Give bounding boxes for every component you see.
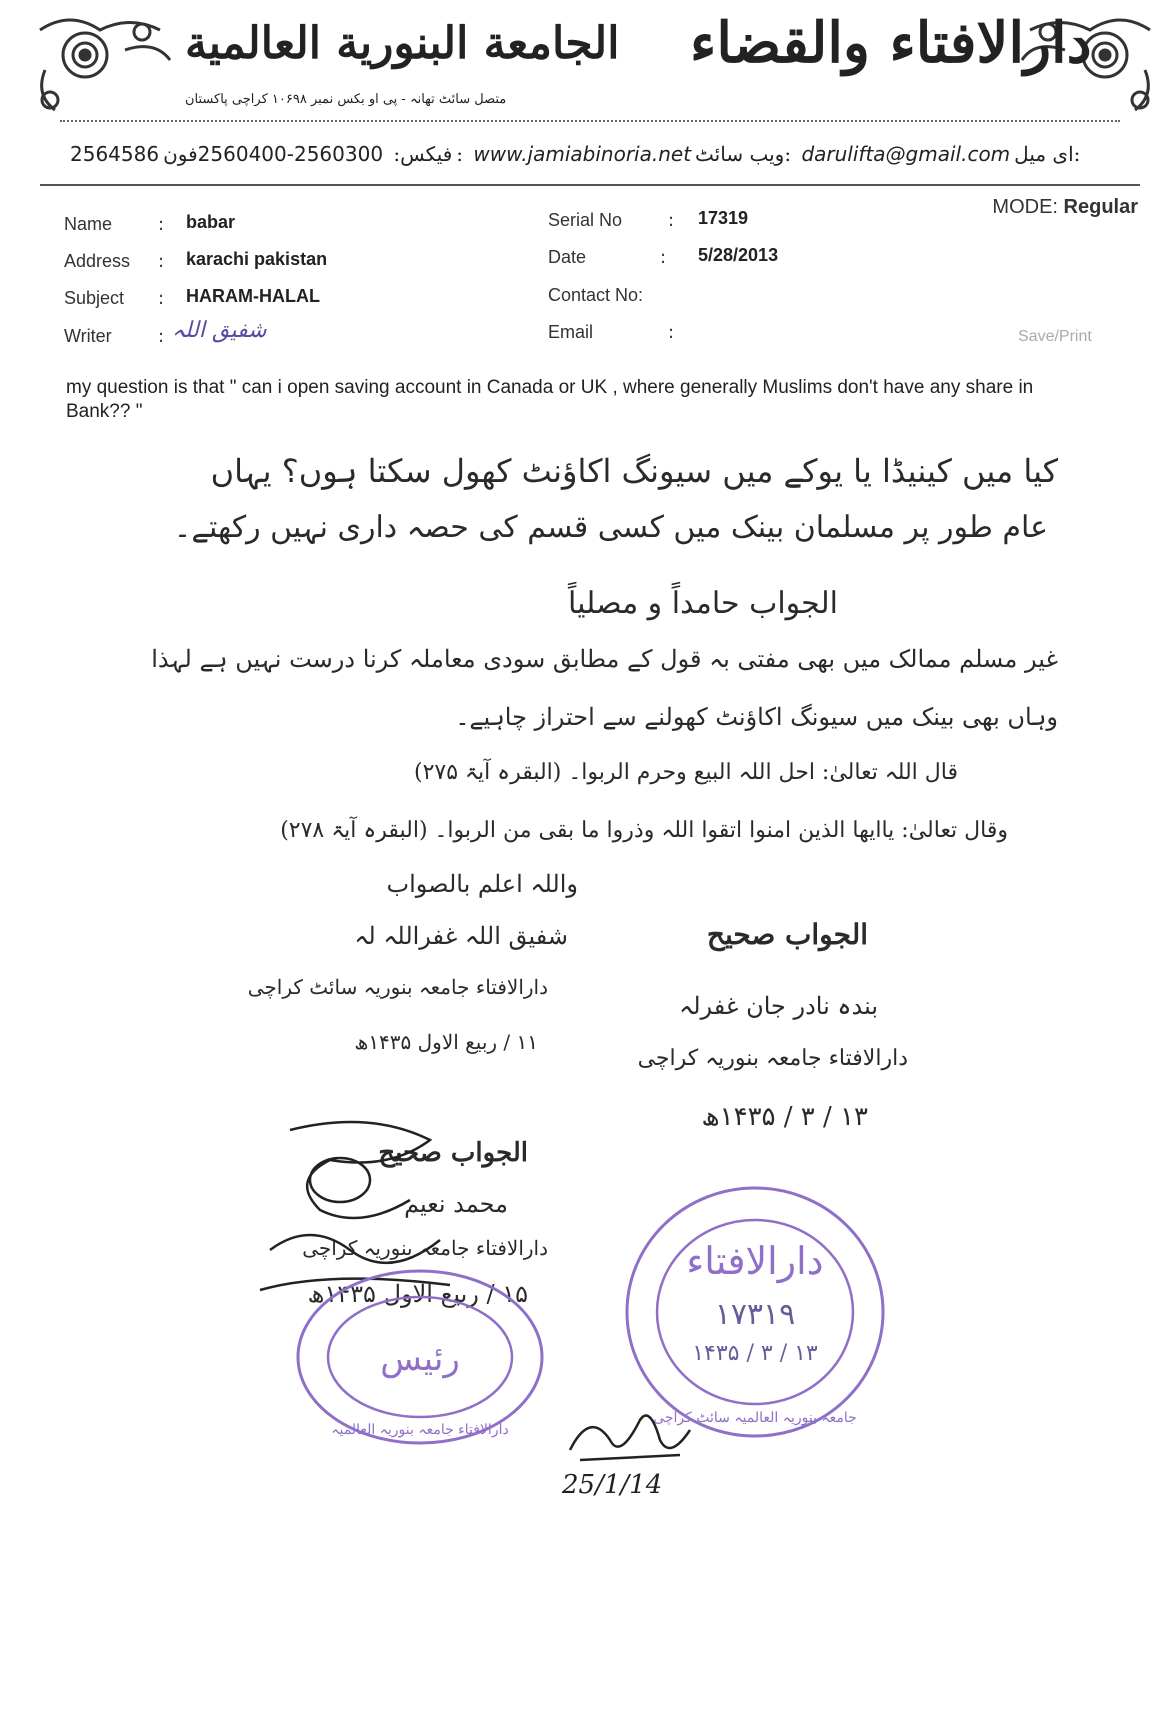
mode-value: Regular — [1063, 196, 1138, 218]
stamp-right-text: دارالافتاء — [686, 1239, 824, 1283]
closing-line-4: ۱۱ / ربیع الاول ۱۴۳۵ھ — [354, 1030, 538, 1054]
mode-indicator — [992, 196, 1138, 219]
stamp-left-ring: دارالافتاء جامعہ بنوریہ العالمیہ — [331, 1422, 509, 1438]
email-field-colon: : — [668, 322, 675, 343]
mode-label: MODE: — [992, 196, 1058, 218]
stamp-left-text: رئیس — [380, 1339, 460, 1379]
org-name: الجامعة البنورية العالمية — [185, 18, 620, 69]
quran-citation-1: قال اللہ تعالیٰ: احل اللہ البیع وحرم الربوا۔ (البقرہ آیۃ ۲۷۵) — [414, 760, 958, 785]
email-field-label: Email — [548, 322, 594, 342]
phone-label: فون: — [163, 142, 464, 166]
address-label: Address — [64, 251, 131, 271]
stamp-left — [290, 1262, 550, 1452]
header-rule — [40, 184, 1140, 186]
verify2-dept: دارالافتاء جامعہ بنوریہ کراچی — [302, 1236, 548, 1260]
header-divider — [60, 120, 1120, 122]
email: darulifta@gmail.com — [801, 142, 1011, 166]
writer-label: Writer — [64, 326, 112, 346]
stamp-right-ring: جامعہ بنوریہ العالمیہ سائٹ کراچی — [653, 1410, 857, 1426]
ornament-top-left — [30, 10, 180, 120]
dept-name: دارالافتاء والقضاء — [690, 10, 1092, 76]
bottom-date: 25/1/14 — [562, 1470, 663, 1500]
verify-date: ۱۳ / ۳ / ۱۴۳۵ھ — [701, 1102, 868, 1132]
address-colon: : — [158, 251, 165, 272]
writer-colon: : — [158, 326, 165, 347]
subject-colon: : — [158, 288, 165, 309]
answer-heading: الجواب حامداً و مصلیاً — [567, 586, 838, 621]
fax-number: 2564586 — [70, 142, 160, 166]
verify-dept: دارالافتاء جامعہ بنوریہ کراچی — [637, 1046, 908, 1071]
quran-citation-2: وقال تعالیٰ: یاایھا الذین امنوا اتقوا اللہ وذروا ما بقی من الربوا۔ (البقرہ آیۃ ۲۷۸) — [280, 818, 1008, 843]
contact-label: Contact No: — [548, 285, 644, 305]
address-value: karachi pakistan — [186, 249, 328, 269]
name-label: Name — [64, 214, 113, 234]
signature-bottom — [560, 1400, 700, 1470]
verify2-heading: الجواب صحیح — [378, 1138, 528, 1168]
name-value: babar — [186, 212, 236, 232]
question-text: my question is that " can i open saving account in Canada or UK , where generally Muslims don't have any share in Bank?? " — [66, 377, 1034, 422]
phone-number: 2560300-2560400 — [197, 142, 384, 166]
verify-name: بندہ نادر جان غفرلہ — [679, 992, 878, 1020]
date-value: 5/28/2013 — [698, 245, 779, 265]
serial-colon: : — [668, 210, 675, 231]
fax-label: فیکس: — [393, 142, 453, 166]
subject-label: Subject — [64, 288, 125, 308]
verify2-date: ۱۵ / ربیع الاول ۱۴۳۵ھ — [307, 1280, 528, 1308]
subject-value: HARAM-HALAL — [186, 286, 320, 306]
serial-label: Serial No — [548, 210, 623, 230]
closing-line-1: واللہ اعلم بالصواب — [386, 870, 578, 898]
answer-line-1: غیر مسلم ممالک میں بھی مفتی بہ قول کے مطابق سودی معاملہ کرنا درست نہیں ہے لہذا — [151, 645, 1058, 673]
closing-line-3: دارالافتاء جامعہ بنوریہ سائٹ کراچی — [247, 975, 548, 999]
date-colon: : — [660, 247, 667, 268]
closing-line-2: شفیق اللہ غفراللہ لہ — [354, 922, 568, 950]
contact-line — [70, 142, 1084, 166]
website: www.jamiabinoria.net — [473, 142, 692, 166]
answer-line-2: وہاں بھی بینک میں سیونگ اکاؤنٹ کھولنے سے احتراز چاہیے۔ — [455, 703, 1058, 731]
website-label: ویب سائٹ: — [695, 142, 792, 166]
verify2-name: محمد نعیم — [404, 1190, 508, 1218]
stamp-right-date: ۱۴۳۵ / ۳ / ۱۳ — [692, 1341, 818, 1366]
serial-value: 17319 — [698, 208, 749, 228]
hand-question-line-1: کیا میں کینیڈا یا یوکے میں سیونگ اکاؤنٹ کھول سکتا ہوں؟ یہاں — [210, 452, 1058, 490]
org-address: متصل سائٹ تھانہ - پی او بکس نمبر ۱۰۶۹۸ کراچی پاکستان — [185, 92, 507, 107]
hand-question-line-2: عام طور پر مسلمان بینک میں کسی قسم کی حصہ داری نہیں رکھتے۔ — [173, 510, 1048, 545]
name-colon: : — [158, 214, 165, 235]
verify-heading: الجواب صحیح — [706, 918, 868, 951]
stamp-right-number: ۱۷۳۱۹ — [714, 1297, 796, 1332]
writer-value: شفیق اللہ — [172, 318, 267, 343]
email-label: ای میل: — [1014, 142, 1081, 166]
date-label: Date — [548, 247, 587, 267]
save-print-link[interactable]: Save/Print — [1018, 328, 1092, 345]
